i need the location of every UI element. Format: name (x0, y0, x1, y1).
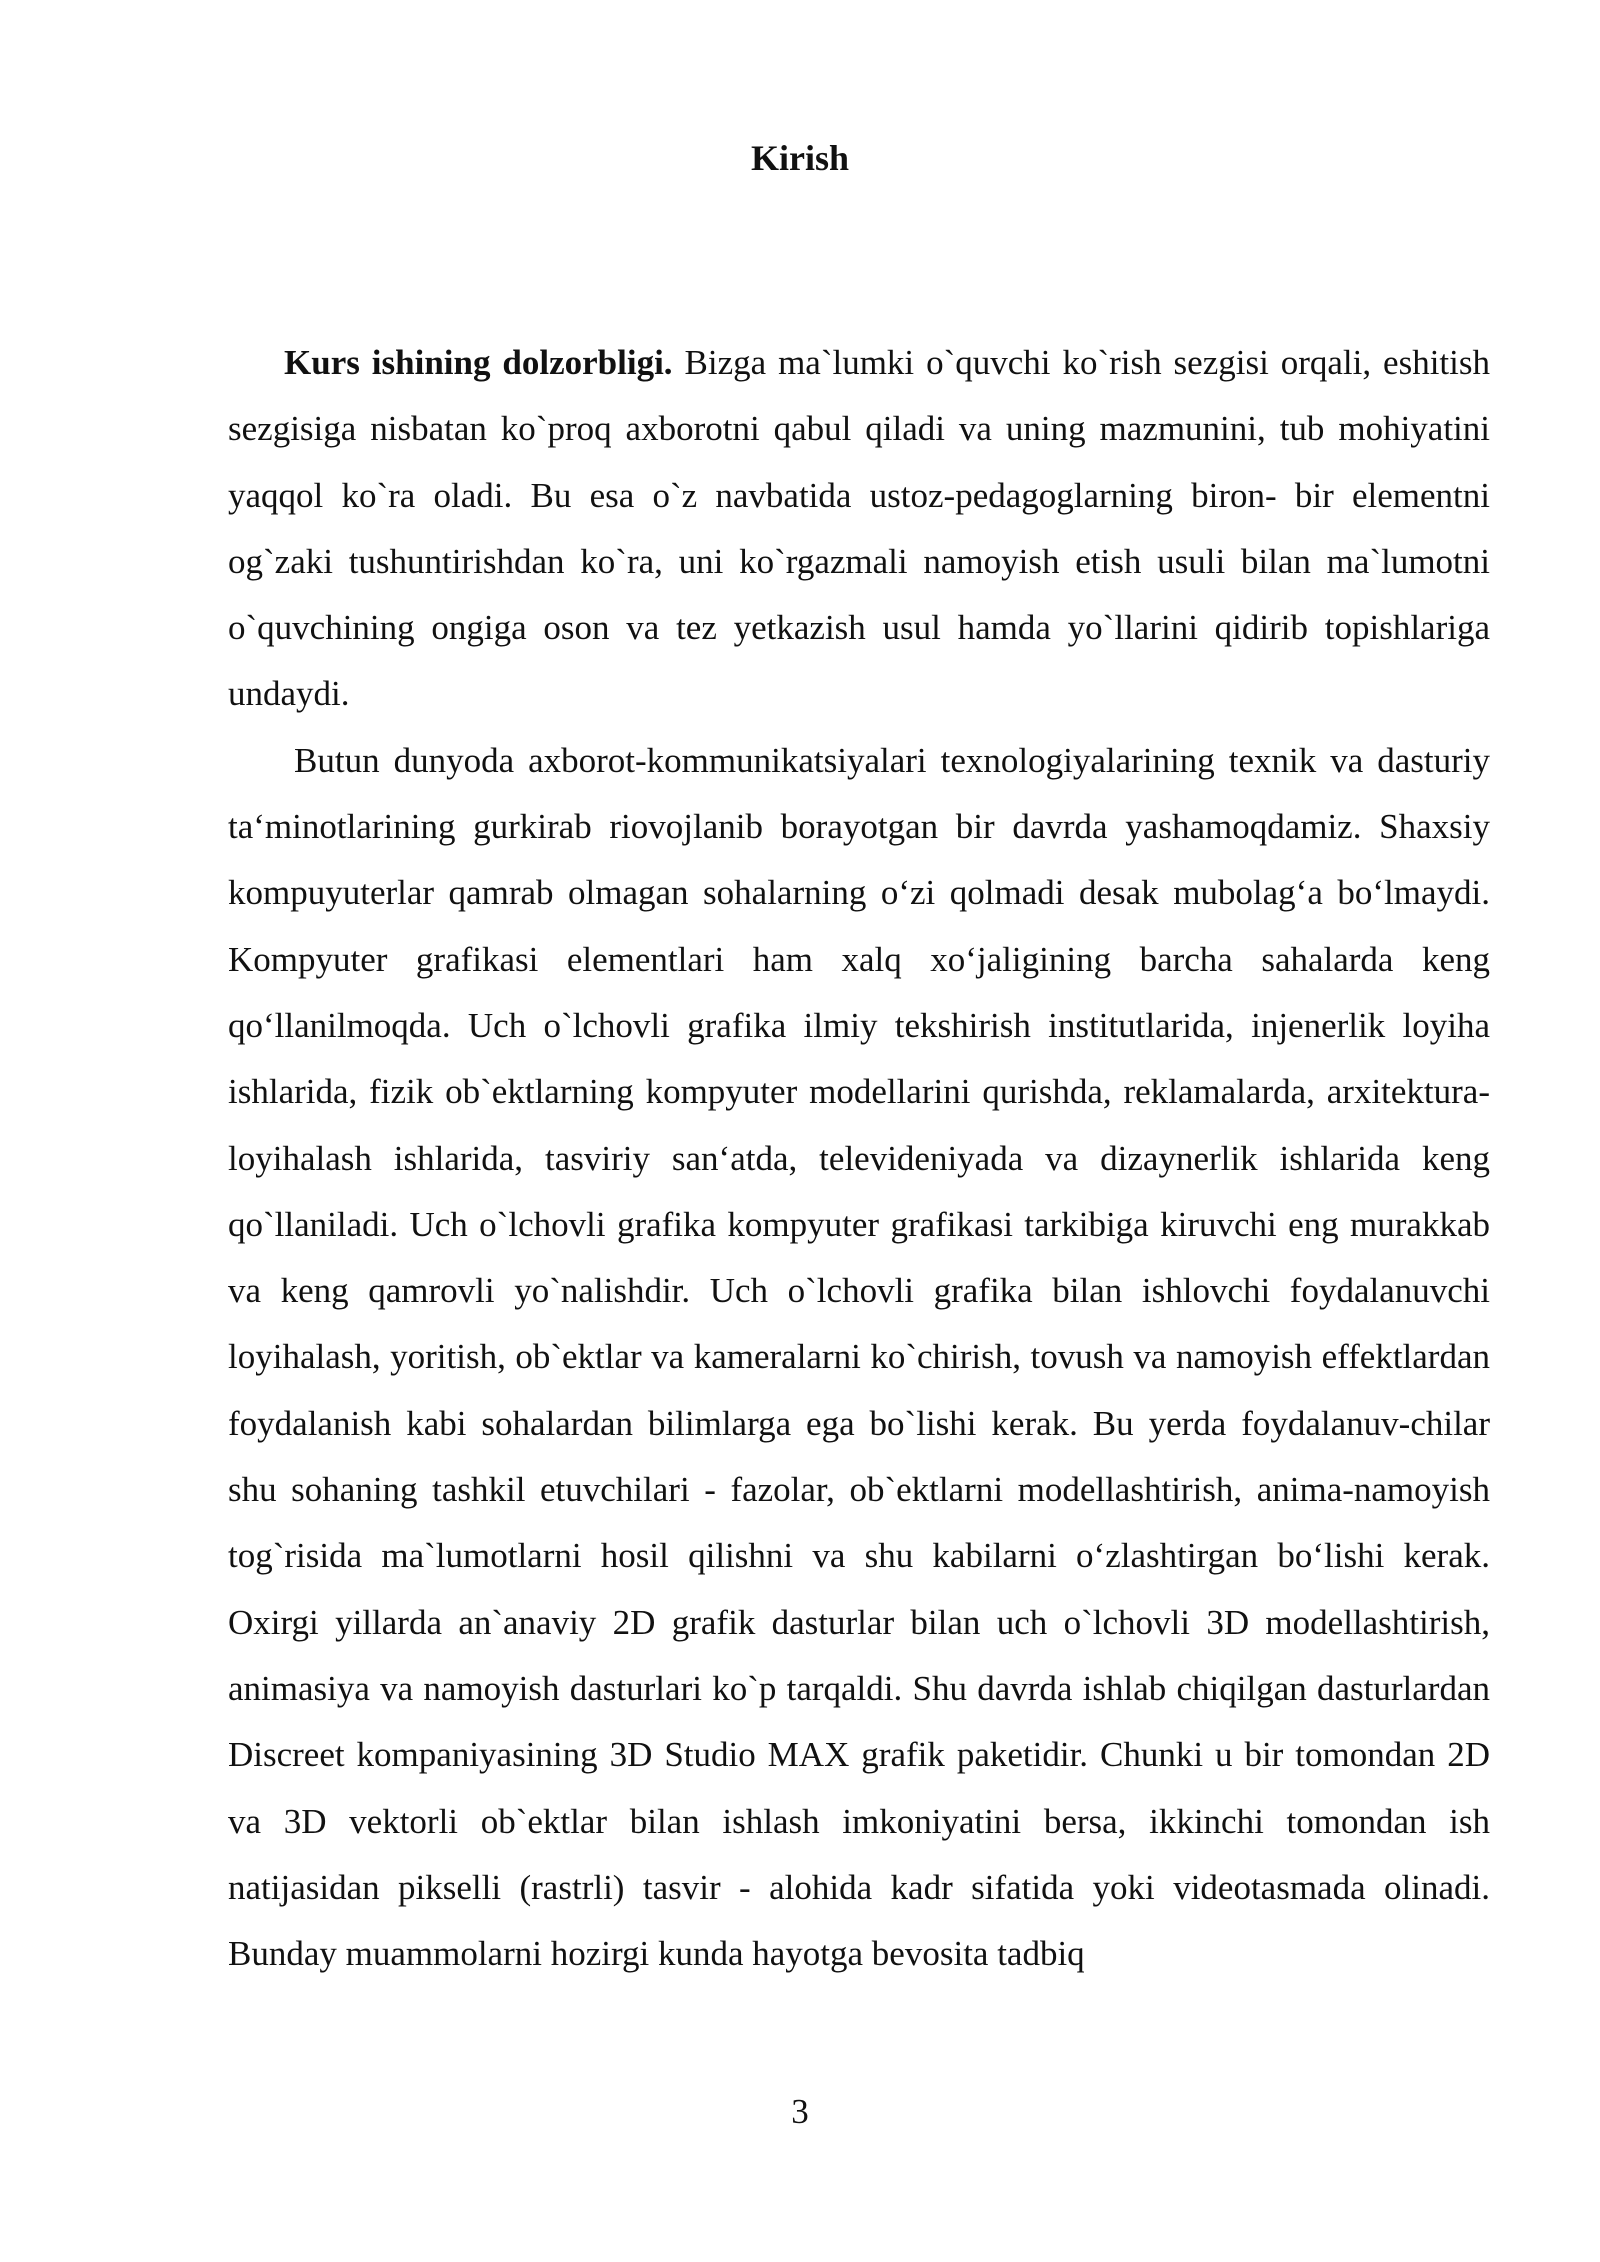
body-text (228, 330, 1490, 1987)
paragraph-background: Butun dunyoda axborot-kommunikatsiyalari texnologiyalarining texnik va dasturiy ta‘minotlarining gurkirab riovojlanib borayotgan bir davrda yashamoqdamiz. Shaxsiy kompuyuterlar qamrab olmagan sohalarning o‘zi qolmadi desak mubolag‘a bo‘lmaydi. Kompyuter grafikasi elementlari ham xalq xo‘jaligining barcha sahalarda keng qo‘llanilmoqda. Uch o`lchovli grafika ilmiy tekshirish institutlarida, injenerlik loyiha ishlarida, fizik ob`ektlarning kompyuter modellarini qurishda, reklamalarda, arxitektura-loyihalash ishlarida, tasviriy san‘atda, televideniyada va dizaynerlik ishlarida keng qo`llaniladi. Uch o`lchovli grafika kompyuter grafikasi tarkibiga kiruvchi eng murakkab va keng qamrovli yo`nalishdir. Uch o`lchovli grafika bilan ishlovchi foydalanuvchi loyihalash, yoritish, ob`ektlar va kameralarni ko`chirish, tovush va namoyish effektlardan foydalanish kabi sohalardan bilimlarga ega bo`lishi kerak. Bu yerda foydalanuv-chilar shu sohaning tashkil etuvchilari - fazolar, ob`ektlarni modellashtirish, anima-namoyish tog`risida ma`lumotlarni hosil qilishni va shu kabilarni o‘zlashtirgan bo‘lishi kerak. Oxirgi yillarda an`anaviy 2D grafik dasturlar bilan uch o`lchovli 3D modellashtirish, animasiya va namoyish dasturlari ko`p tarqaldi. Shu davrda ishlab chiqilgan dasturlardan Discreet kompaniyasining 3D Studio MAX grafik paketidir. Chunki u bir tomondan 2D va 3D vektorli ob`ektlar bilan ishlash imkoniyatini bersa, ikkinchi tomondan ish natijasidan pikselli (rastrli) tasvir - alohida kadr sifatida yoki videotasmada olinadi. Bunday muammolarni hozirgi kunda hayotga bevosita tadbiq (228, 740, 1490, 1974)
page-number: 3 (791, 2092, 809, 2131)
paragraph-text: Bizga ma`lumki o`quvchi ko`rish sezgisi orqali, eshitish sezgisiga nisbatan ko`proq axborotni qabul qiladi va uning mazmunini, tub mohiyatini yaqqol ko`ra oladi. Bu esa o`z navbatida ustoz-pedagoglarning biron- bir elementni og`zaki tushuntirishdan ko`ra, uni ko`rgazmali namoyish etish usuli bilan ma`lumotni o`quvchining ongiga oson va tez yetkazish usul hamda yo`llarini qidirib topishlariga undaydi. (228, 343, 1491, 714)
paragraph-relevance (228, 330, 1490, 728)
paragraph-lead: Kurs ishining dolzorbligi. (284, 343, 673, 382)
page-title: Kirish (750, 138, 849, 178)
